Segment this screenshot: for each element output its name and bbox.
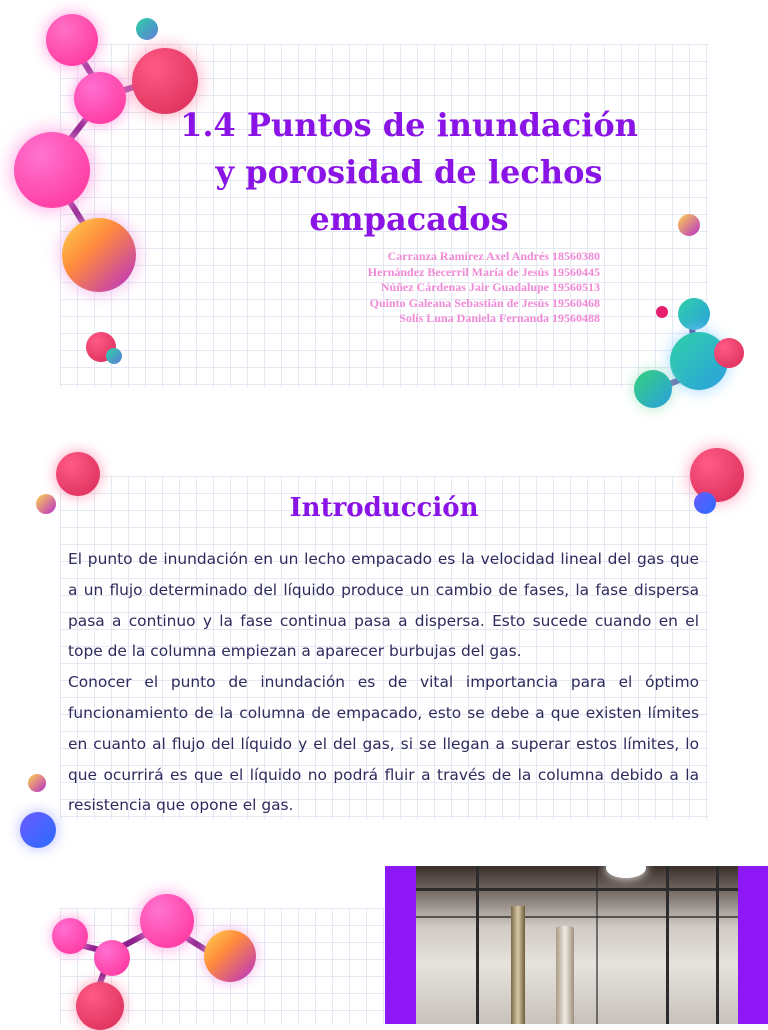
frame-bar <box>716 866 719 1024</box>
frame-bar <box>666 866 669 1024</box>
column-pipe <box>511 906 525 1024</box>
frame-bar <box>416 888 738 891</box>
author-name: Hernández Becerril María de Jesús 19560445 <box>367 264 600 279</box>
molecule-atom <box>678 214 700 236</box>
molecule-atom <box>76 982 124 1030</box>
page-title: 1.4 Puntos de inundación y porosidad de lechos empacados <box>180 106 638 238</box>
section-heading: Introducción <box>289 493 479 523</box>
author-name: Solís Luna Daniela Fernanda 19560488 <box>399 311 600 325</box>
molecule-atom <box>46 14 98 66</box>
molecule-atom <box>678 298 710 330</box>
molecule-atom <box>28 774 46 792</box>
molecule-atom <box>136 18 158 40</box>
molecule-atom <box>36 494 56 514</box>
molecule-atom <box>52 918 88 954</box>
molecule-atom <box>140 894 194 948</box>
ceiling-lamp <box>606 866 646 878</box>
author-name: Núñez Cárdenas Jair Guadalupe 19560513 <box>380 280 600 294</box>
molecule-atom <box>20 812 56 848</box>
frame-bar <box>416 916 738 918</box>
molecule-atom <box>106 348 122 364</box>
author-name: Carranza Ramírez Axel Andrés 18560380 <box>387 249 600 263</box>
molecule-atom <box>204 930 256 982</box>
molecule-atom <box>74 72 126 124</box>
frame-bar <box>476 866 479 1024</box>
frame-bar <box>596 866 598 1024</box>
intro-body <box>68 544 699 821</box>
paragraph: Conocer el punto de inundación es de vital importancia para el óptimo funcionamiento de la columna de empacado, esto se debe a que existen límites en cuanto al flujo del líquido y el del gas, si se llegan a superar estos límites, lo que ocurrirá es que el líquido no podrá fluir a través de la columna debido a la resistencia que opone el gas. <box>68 673 699 815</box>
author-name: Quinto Galeana Sebastián de Jesús 19560468 <box>369 295 600 310</box>
molecule-atom <box>656 306 668 318</box>
packed-column-photo <box>385 866 768 1024</box>
molecule-atom <box>634 370 672 408</box>
author-list <box>300 249 600 327</box>
molecule-atom <box>94 940 130 976</box>
paragraph: El punto de inundación en un lecho empacado es la velocidad lineal del gas que a un flujo determinado del líquido produce un cambio de fases, la fase dispersa pasa a continuo y la fase continua pasa a dispersa. Esto sucede cuando en el tope de la columna empiezan a aparecer burbujas del gas. <box>68 550 699 661</box>
molecule-atom <box>714 338 744 368</box>
molecule-atom <box>14 132 90 208</box>
column-glass <box>556 926 574 1024</box>
molecule-atom <box>62 218 136 292</box>
photo-image <box>416 866 738 1024</box>
